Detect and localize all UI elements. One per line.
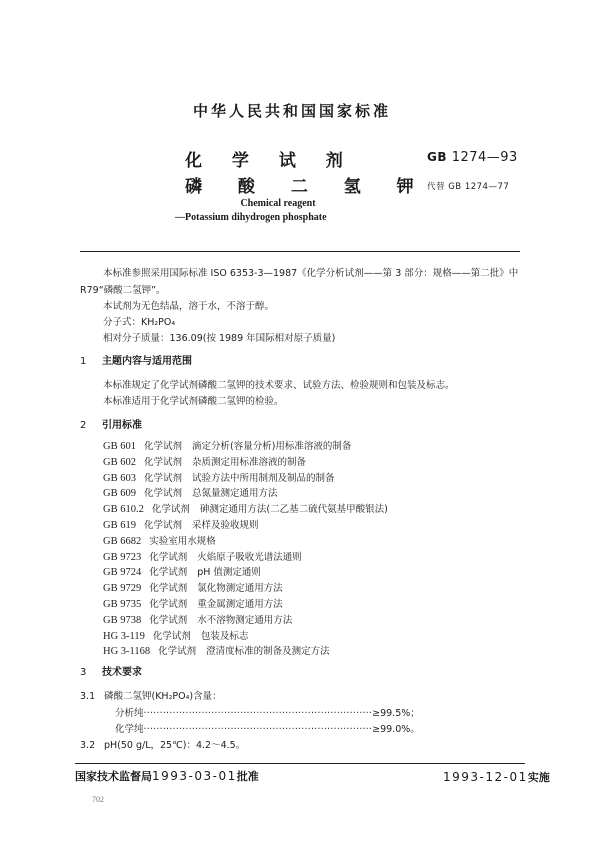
- reference-code: GB 619: [103, 520, 136, 531]
- section-3-number: 3: [80, 667, 87, 678]
- reference-item: [103, 533, 216, 547]
- grade-value: ≥99.5%；: [372, 708, 420, 719]
- english-title-line2: —Potassium dihydrogen phosphate: [175, 212, 327, 223]
- reference-description: 采样及验收规则: [191, 520, 259, 531]
- intro-paragraph-2: 本试剂为无色结晶，溶于水，不溶于醇。: [103, 301, 275, 312]
- grade-label: 化学纯: [115, 724, 144, 735]
- reference-code: GB 9735: [103, 599, 142, 610]
- grade-value: ≥99.0%。: [372, 724, 420, 735]
- section-1-heading: [80, 352, 192, 367]
- reference-category: 化学试剂: [143, 488, 182, 500]
- item-3-2: [80, 737, 245, 751]
- reference-description: 氯化物测定通用方法: [197, 583, 283, 595]
- reference-item: [103, 580, 283, 594]
- molecular-formula: 分子式：KH₂PO₄: [103, 317, 176, 328]
- reference-category: 化学试剂: [143, 472, 182, 484]
- reference-code: GB 9738: [103, 614, 142, 626]
- reference-description: 滴定分析(容量分析)用标准溶液的制备: [191, 441, 352, 452]
- reference-code: GB 9729: [103, 583, 142, 595]
- section-3-heading: [80, 663, 142, 678]
- effective-suffix: 实施: [527, 771, 550, 784]
- english-title-line1: Chemical reagent: [240, 198, 316, 209]
- section-3-title: 技术要求: [102, 667, 142, 678]
- section-2-number: 2: [80, 420, 87, 431]
- reference-item: [103, 454, 306, 468]
- reference-item: [103, 596, 283, 610]
- page-number: 702: [92, 795, 104, 804]
- reference-category: 化学试剂: [149, 614, 188, 626]
- reference-description: 水不溶物测定通用方法: [197, 614, 293, 626]
- effective-line: [443, 769, 550, 785]
- item-3-2-text: pH(50 g/L，25℃)：4.2～4.5。: [104, 740, 246, 751]
- national-standard-heading: 中华人民共和国国家标准: [192, 102, 391, 120]
- item-3-1-number: 3.1: [80, 691, 96, 702]
- reference-item: [103, 549, 302, 563]
- approving-authority: 国家技术监督局: [75, 770, 152, 783]
- reference-category: 化学试剂: [158, 646, 197, 658]
- section-1-paragraph-1: 本标准规定了化学试剂磷酸二氢钾的技术要求、试验方法、检验规则和包装及标志。: [103, 380, 455, 391]
- reference-code: HG 3-1168: [103, 646, 151, 658]
- reference-category: 化学试剂: [149, 567, 188, 579]
- reference-description: 澄清度标准的制备及测定方法: [206, 646, 330, 658]
- effective-date: 1993-12-01: [443, 770, 528, 784]
- reference-item: [103, 485, 278, 499]
- reference-code: GB 9723: [103, 551, 142, 563]
- reference-code: GB 610.2: [103, 504, 144, 516]
- intro-paragraph-1-line-1: 本标准参照采用国际标准 ISO 6353-3—1987《化学分析试剂——第 3 部分：规格——第二批》中: [103, 268, 519, 279]
- reference-description: 包装及标志: [200, 630, 249, 642]
- reference-description: 实验室用水规格: [149, 535, 216, 547]
- reference-code: GB 6682: [103, 535, 142, 547]
- standard-code-prefix: GB: [427, 150, 447, 164]
- reference-code: GB 602: [103, 456, 136, 468]
- reference-description: 重金属测定通用方法: [197, 599, 283, 610]
- reference-description: 砷测定通用方法(二乙基二硫代氨基甲酸银法): [199, 504, 388, 516]
- section-1-paragraph-2: 本标准适用于化学试剂磷酸二氢钾的检验。: [103, 396, 284, 407]
- grade-chemical: [115, 721, 420, 735]
- reference-description: 试验方法中所用制剂及制品的制备: [191, 472, 335, 484]
- item-3-1: [80, 688, 222, 702]
- reference-code: HG 3-119: [103, 630, 145, 642]
- reference-category: 化学试剂: [143, 520, 182, 531]
- reference-description: 火焰原子吸收光谱法通则: [197, 551, 302, 563]
- reference-description: pH 值测定通则: [197, 567, 261, 579]
- reference-category: 化学试剂: [152, 630, 191, 642]
- reference-item: [103, 438, 351, 452]
- reference-category: 化学试剂: [149, 599, 188, 610]
- reference-category: 化学试剂: [149, 583, 188, 595]
- reference-code: GB 603: [103, 472, 136, 484]
- approval-date: 1993-03-01: [152, 769, 237, 783]
- reference-category: 化学试剂: [151, 504, 190, 516]
- approval-line: [75, 768, 259, 784]
- intro-paragraph-1-line-2: R79“磷酸二氢钾”。: [80, 285, 166, 296]
- reference-item: [103, 643, 330, 657]
- replaces-standard: 代替 GB 1274—77: [427, 182, 510, 192]
- reference-item: [103, 470, 335, 484]
- reference-item: [103, 517, 259, 531]
- reference-code: GB 601: [103, 441, 136, 452]
- reference-code: GB 609: [103, 488, 136, 500]
- section-1-title: 主题内容与适用范围: [102, 356, 192, 367]
- item-3-1-text: 磷酸二氢钾(KH₂PO₄)含量：: [104, 691, 222, 702]
- reference-item: [103, 564, 261, 578]
- section-2-title: 引用标准: [102, 420, 142, 431]
- reference-item: [103, 501, 388, 515]
- standard-code: [427, 150, 518, 165]
- document-title-line1: 化 学 试 剂: [185, 151, 355, 171]
- leader-dots: ·······································································: [143, 724, 373, 735]
- reference-item: [103, 628, 248, 642]
- section-1-number: 1: [80, 356, 87, 367]
- item-3-2-number: 3.2: [80, 740, 96, 751]
- reference-category: 化学试剂: [143, 456, 182, 468]
- approval-suffix: 批准: [236, 770, 259, 783]
- grade-label: 分析纯: [115, 708, 144, 719]
- reference-item: [103, 612, 292, 626]
- section-2-heading: [80, 416, 142, 431]
- molar-mass: 相对分子质量：136.09(按 1989 年国际相对原子质量): [103, 333, 336, 344]
- grade-analytical: [115, 705, 420, 719]
- reference-category: 化学试剂: [143, 441, 182, 452]
- standard-code-number: 1274—93: [451, 150, 518, 165]
- reference-description: 杂质测定用标准溶液的制备: [191, 456, 306, 468]
- reference-category: 化学试剂: [149, 551, 188, 563]
- leader-dots: ·······································································: [143, 708, 373, 719]
- reference-code: GB 9724: [103, 567, 142, 579]
- header-divider: [80, 251, 520, 252]
- footer-divider: [75, 763, 525, 764]
- document-title-line2: 磷 酸 二 氢 钾: [185, 177, 429, 197]
- reference-description: 总氮量测定通用方法: [191, 488, 278, 500]
